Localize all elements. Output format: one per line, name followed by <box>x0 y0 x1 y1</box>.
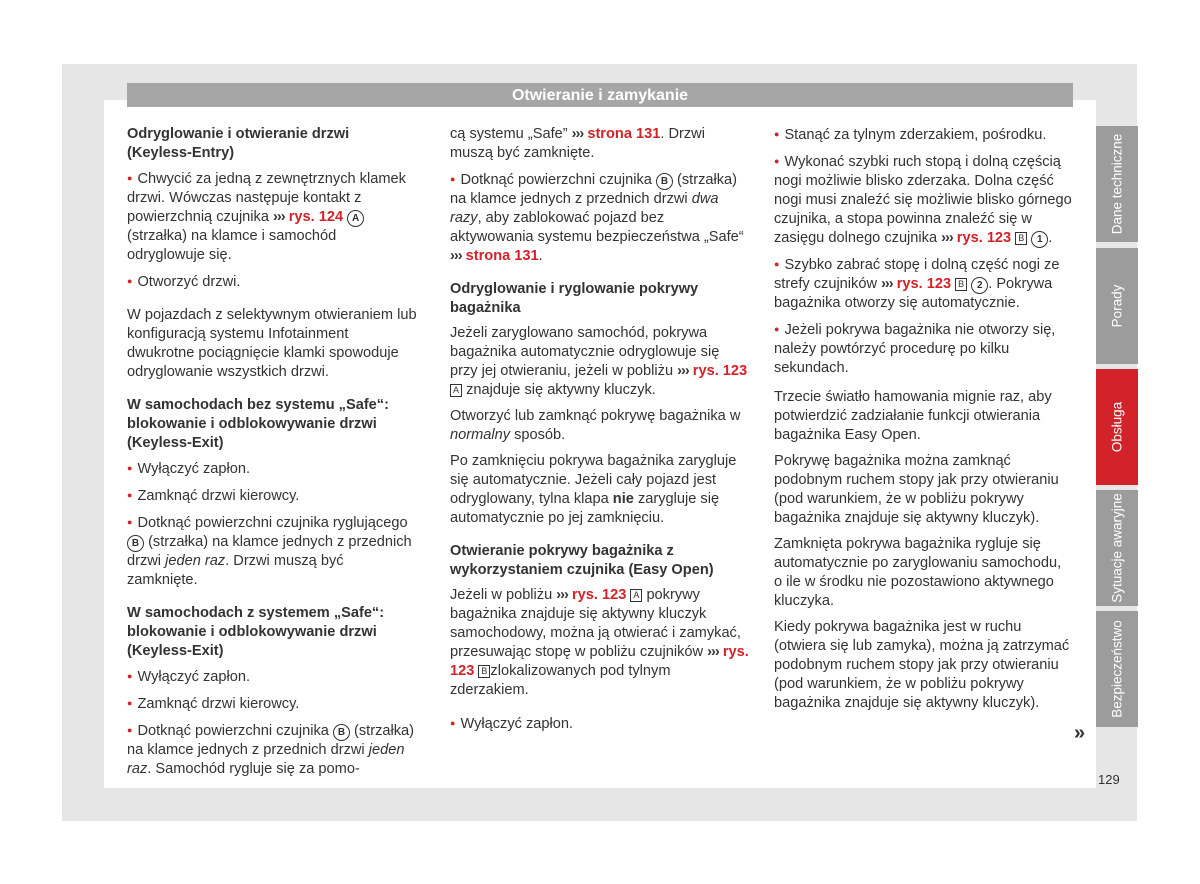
list-item: ● Dotknąć powierzchni czujnika ryglującego B (strzałka) na klamce jednych z przednich drzwi jeden raz. Drzwi muszą być zamknięte. <box>127 513 417 590</box>
paragraph: W pojazdach z selektywnym otwieraniem lub konfiguracją systemu Infotainment dwukrotne pociągnięcie klamki spowoduje odryglowanie wszystkich drzwi. <box>127 307 417 380</box>
list-item: ● Wyłączyć zapłon. <box>127 459 417 479</box>
paragraph: Zamknięta pokrywa bagażnika rygluje się automatycznie po zaryglowaniu samochodu, o ile w środku nie pozostawiono aktywnego kluczyka. <box>774 536 1062 609</box>
side-tab-porady[interactable] <box>1096 248 1138 364</box>
list-item: ● Zamknąć drzwi kierowcy. <box>127 486 417 506</box>
marker-circle: A <box>347 210 364 227</box>
paragraph: Trzecie światło hamowania mignie raz, aby potwierdzić zadziałanie funkcji otwierania bagażnika Easy Open. <box>774 389 1052 443</box>
side-tab-label: Obsługa <box>1109 401 1125 453</box>
side-tab-obsluga[interactable] <box>1096 369 1138 485</box>
list-item: ● Chwycić za jedną z zewnętrznych klamek drzwi. Wówczas następuje kontakt z powierzchnią czujnika ››› rys. 124 A (strzałka) na klamce i samochód odryglowuje się. <box>127 169 417 265</box>
reference-arrow: ››› <box>571 126 584 142</box>
page-ref-link[interactable]: strona 131 <box>465 248 539 264</box>
reference-arrow: ››› <box>881 276 893 292</box>
page-number: 129 <box>1098 772 1120 787</box>
list-item: ● Jeżeli pokrywa bagażnika nie otworzy się, należy powtórzyć procedurę po kilku sekundach. <box>774 320 1072 378</box>
side-tab-label: Porady <box>1109 284 1125 328</box>
reference-arrow: ››› <box>677 363 689 379</box>
list-item: ● Szybko zabrać stopę i dolną część nogi ze strefy czujników ››› rys. 123 B 2 . Pokrywa bagażnika otworzy się automatycznie. <box>774 255 1072 313</box>
list-item: ● Dotknąć powierzchni czujnika B (strzałka) na klamce jednych z przednich drzwi dwa razy, aby zablokować pojazd bez aktywowania systemu bezpieczeństwa „Safe“ ››› strona 131. <box>450 170 750 266</box>
paragraph: Otworzyć lub zamknąć pokrywę bagażnika w normalny sposób. <box>450 408 741 443</box>
paragraph: Jeżeli zaryglowano samochód, pokrywa bagażnika automatycznie odryglowuje się przy jej otwieraniu, jeżeli w pobliżu ››› rys. 123 A znajduje się aktywny kluczyk. <box>450 325 748 398</box>
reference-arrow: ››› <box>707 644 719 660</box>
list-item: ● Wyłączyć zapłon. <box>450 714 750 734</box>
paragraph: Jeżeli w pobliżu ››› rys. 123 A pokrywy bagażnika znajduje się aktywny kluczyk samochodowy, można ją otwierać i zamykać, przesuwając stopę w pobliżu czujników ››› rys. 123 B zlokalizowanych pod tylnym zderzakiem. <box>450 587 749 698</box>
marker-circle: 1 <box>1031 231 1048 248</box>
side-tab-label: Dane techniczne <box>1109 133 1125 235</box>
paragraph: Kiedy pokrywa bagażnika jest w ruchu (otwiera się lub zamyka), można ją zatrzymać podobnym ruchem stopy jak przy otwieraniu (pod warunkiem, że w pobliżu pokrywy bagażnika znajduje się aktywny kluczyk). <box>774 619 1070 711</box>
figure-ref-link[interactable]: rys. 123 <box>956 230 1012 246</box>
marker-square: B <box>955 278 967 291</box>
figure-ref-link[interactable]: rys. 123 <box>571 587 627 603</box>
section-header: Otwieranie i zamykanie <box>127 83 1073 107</box>
paragraph: cą systemu „Safe” ››› strona 131. Drzwi muszą być zamknięte. <box>450 126 705 161</box>
column-2 <box>450 125 750 741</box>
page-ref-link[interactable]: strona 131 <box>587 126 661 142</box>
marker-square: B <box>478 665 490 678</box>
column-3 <box>774 125 1072 720</box>
list-item: ● Wykonać szybki ruch stopą i dolną częścią nogi możliwie blisko zderzaka. Dolna część nogi musi znaleźć się możliwie blisko górnego czujnika, a stopa powinna znaleźć się w zasięgu dolnego czujnika ››› rys. 123 B 1 . <box>774 152 1072 248</box>
list-item: ● Otworzyć drzwi. <box>127 272 417 292</box>
heading-trunk-lock: Odryglowanie i ryglowanie pokrywy bagażnika <box>450 281 699 316</box>
reference-arrow: ››› <box>273 209 285 225</box>
figure-ref-link[interactable]: rys. 123 <box>896 276 952 292</box>
heading-with-safe: W samochodach z systemem „Safe“: blokowanie i odblokowywanie drzwi (Keyless-Exit) <box>127 605 385 659</box>
paragraph: Pokrywę bagażnika można zamknąć podobnym ruchem stopy jak przy otwieraniu (pod warunkiem, że w pobliżu pokrywy bagażnika znajduje się aktywny kluczyk). <box>774 453 1059 526</box>
marker-circle: B <box>333 724 350 741</box>
marker-square: A <box>630 589 642 602</box>
heading-easy-open: Otwieranie pokrywy bagażnika z wykorzystaniem czujnika (Easy Open) <box>450 543 714 578</box>
side-tab-label: Bezpieczeństwo <box>1109 620 1125 718</box>
list-item: ● Dotknąć powierzchni czujnika B (strzałka) na klamce jednych z przednich drzwi jeden raz. Samochód rygluje się za pomo- <box>127 721 417 779</box>
figure-ref-link[interactable]: rys. 123 <box>692 363 748 379</box>
reference-arrow: ››› <box>450 248 462 264</box>
list-item: ● Wyłączyć zapłon. <box>127 667 417 687</box>
list-item: ● Zamknąć drzwi kierowcy. <box>127 694 417 714</box>
list-item: ● Stanąć za tylnym zderzakiem, pośrodku. <box>774 125 1072 145</box>
marker-circle: 2 <box>971 277 988 294</box>
figure-ref-link[interactable]: rys. 123 <box>450 644 749 679</box>
reference-arrow: ››› <box>556 587 568 603</box>
heading-keyless-entry: Odryglowanie i otwieranie drzwi (Keyless-Entry) <box>127 126 350 161</box>
reference-arrow: ››› <box>941 230 953 246</box>
side-tab-dane-techniczne[interactable] <box>1096 126 1138 242</box>
marker-square: A <box>450 384 462 397</box>
side-tab-label: Sytuacje awaryjne <box>1109 493 1125 603</box>
paragraph: Po zamknięciu pokrywa bagażnika zarygluje się automatycznie. Jeżeli cały pojazd jest odryglowany, tylna klapa nie zarygluje się automatycznie po jej zamknięciu. <box>450 453 737 526</box>
marker-circle: B <box>656 173 673 190</box>
side-tab-bezpieczenstwo[interactable] <box>1096 611 1138 727</box>
column-1 <box>127 125 417 786</box>
side-tab-sytuacje-awaryjne[interactable] <box>1096 490 1138 606</box>
marker-circle: B <box>127 535 144 552</box>
marker-square: B <box>1015 232 1027 245</box>
heading-no-safe: W samochodach bez systemu „Safe“: blokowanie i odblokowywanie drzwi (Keyless-Exit) <box>127 397 389 451</box>
continue-arrow-icon: » <box>1074 722 1086 744</box>
figure-ref-link[interactable]: rys. 124 <box>288 209 344 225</box>
